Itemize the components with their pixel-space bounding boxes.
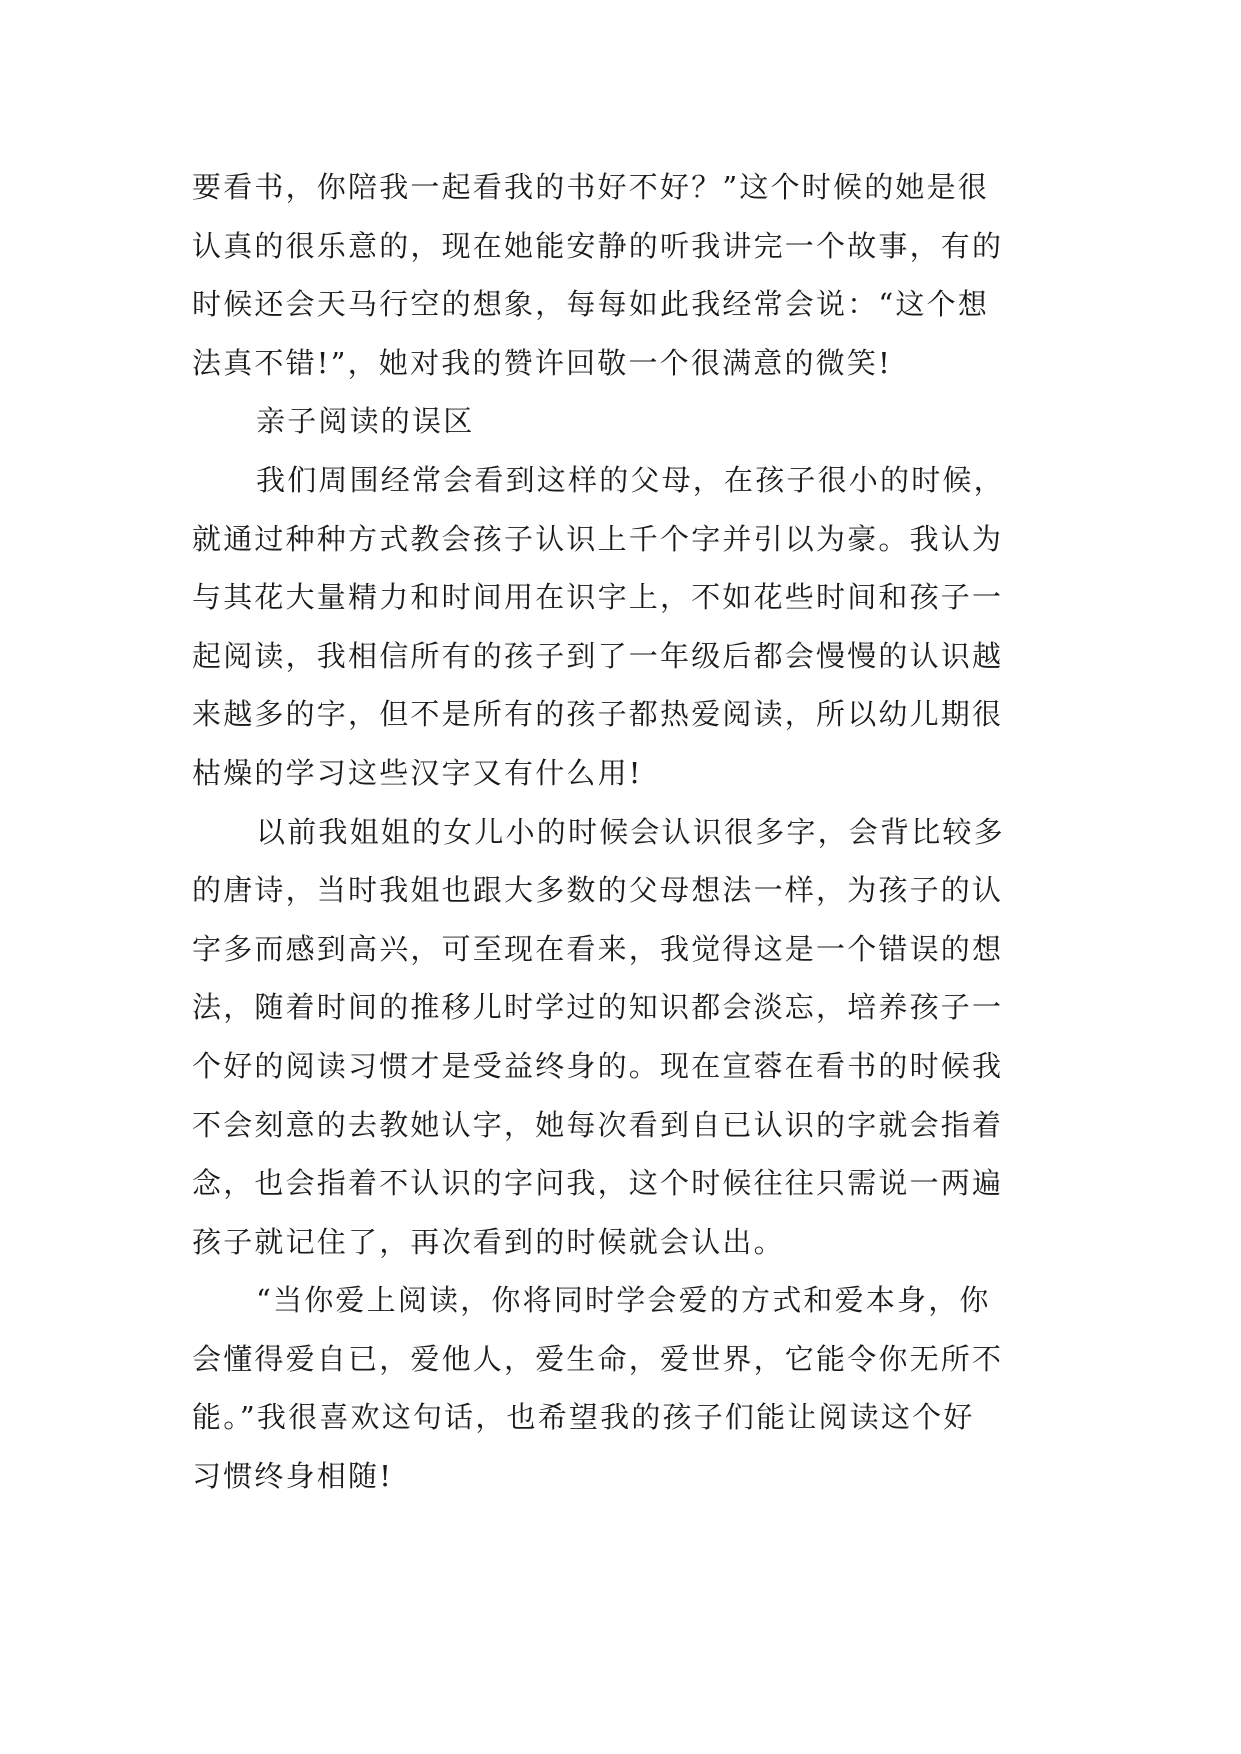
- section-heading-text: 亲子阅读的误区: [256, 404, 475, 439]
- text-line: 我们周围经常会看到这样的父母，在孩子很小的时候，: [256, 462, 1005, 497]
- text-line: 习惯终身相随!: [192, 1459, 394, 1494]
- text-line: 能。”我很喜欢这句话，也希望我的孩子们能让阅读这个好: [192, 1400, 975, 1435]
- paragraph-example: [192, 803, 1052, 1272]
- text-line: 起阅读，我相信所有的孩子到了一年级后都会慢慢的认识越: [192, 638, 1004, 673]
- text-line: 个好的阅读习惯才是受益终身的。现在宣蓉在看书的时候我: [192, 1048, 1004, 1083]
- document-body: [192, 158, 1052, 1506]
- text-line: 法真不错!”，她对我的赞许回敬一个很满意的微笑!: [192, 345, 892, 380]
- paragraph-quote: [192, 1271, 1052, 1505]
- text-line: 认真的很乐意的，现在她能安静的听我讲完一个故事，有的: [192, 228, 1004, 263]
- text-line: 枯燥的学习这些汉字又有什么用!: [192, 755, 643, 790]
- text-line: 念，也会指着不认识的字问我，这个时候往往只需说一两遍: [192, 1166, 1004, 1201]
- text-line: 法，随着时间的推移儿时学过的知识都会淡忘，培养孩子一: [192, 990, 1004, 1025]
- text-line: 的唐诗，当时我姐也跟大多数的父母想法一样，为孩子的认: [192, 873, 1004, 908]
- text-line: 以前我姐姐的女儿小的时候会认识很多字，会背比较多: [256, 814, 1005, 849]
- section-heading: [192, 392, 1052, 451]
- text-line: 来越多的字，但不是所有的孩子都热爱阅读，所以幼儿期很: [192, 697, 1004, 732]
- text-line: 就通过种种方式教会孩子认识上千个字并引以为豪。我认为: [192, 521, 1004, 556]
- text-line: “当你爱上阅读，你将同时学会爱的方式和爱本身，你: [256, 1283, 991, 1318]
- text-line: 字多而感到高兴，可至现在看来，我觉得这是一个错误的想: [192, 931, 1004, 966]
- text-line: 不会刻意的去教她认字，她每次看到自已认识的字就会指着: [192, 1107, 1004, 1142]
- text-line: 要看书，你陪我一起看我的书好不好？”这个时候的她是很: [192, 170, 990, 204]
- text-line: 时候还会天马行空的想象，每每如此我经常会说：“这个想: [192, 287, 990, 322]
- text-line: 会懂得爱自已，爱他人，爱生命，爱世界，它能令你无所不: [192, 1341, 1004, 1376]
- text-line: 孩子就记住了，再次看到的时候就会认出。: [192, 1224, 785, 1259]
- paragraph-continuation: [192, 158, 1052, 392]
- text-line: 与其花大量精力和时间用在识字上，不如花些时间和孩子一: [192, 580, 1004, 615]
- paragraph-misconception: [192, 451, 1052, 803]
